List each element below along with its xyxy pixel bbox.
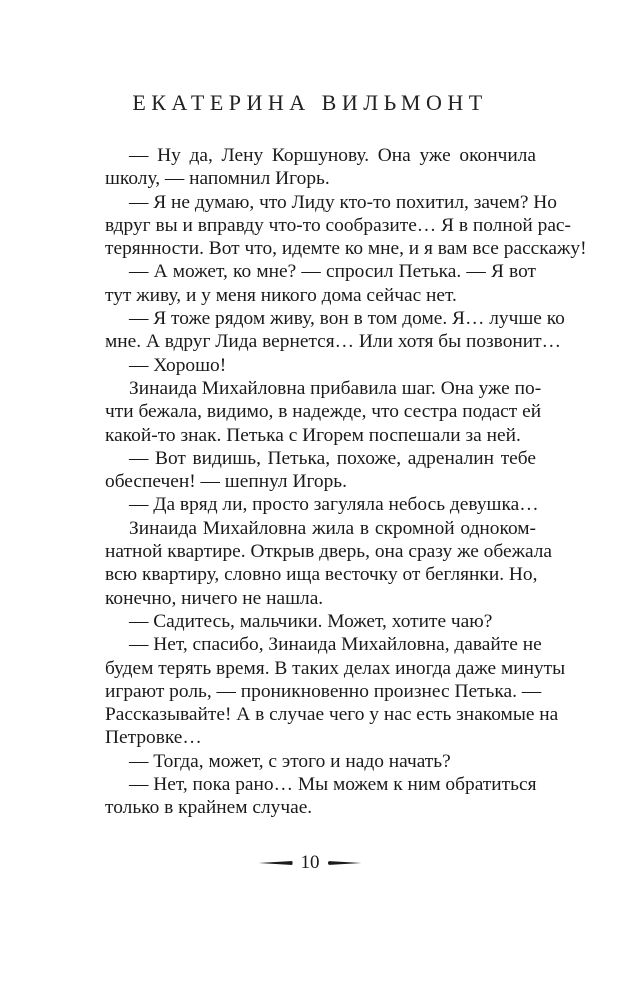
paragraph xyxy=(105,377,542,447)
running-header-author: ЕКАТЕРИНА ВИЛЬМОНТ xyxy=(132,90,488,115)
text-line: — Да вряд ли, просто загуляла небось девушка… xyxy=(129,494,539,516)
text-line: — Тогда, может, с этого и надо начать? xyxy=(129,750,451,772)
text-line: будем терять время. В таких делах иногда даже минуты xyxy=(105,657,566,679)
paragraph xyxy=(105,493,539,516)
paragraph xyxy=(105,354,536,377)
text-line: — Хорошо! xyxy=(129,354,227,376)
page-number: 10 xyxy=(300,852,320,873)
text-line: — Я тоже рядом живу, вон в том доме. Я… лучше ко xyxy=(129,308,565,330)
paragraph xyxy=(105,517,553,610)
text-line: Петровке… xyxy=(105,727,202,749)
text-line: тут живу, и у меня никого дома сейчас нет. xyxy=(105,284,457,306)
text-line: Зинаида Михайловна жила в скромной одноком- xyxy=(129,517,536,539)
paragraph xyxy=(105,447,536,494)
folio-ornament-left xyxy=(259,861,293,865)
paragraph xyxy=(105,610,536,633)
text-line: какой-то знак. Петька с Игорем поспешали за ней. xyxy=(105,424,521,446)
text-line: — А может, ко мне? — спросил Петька. — Я вот xyxy=(129,261,536,283)
text-line: — Садитесь, мальчики. Может, хотите чаю? xyxy=(129,610,493,632)
text-line: — Я не думаю, что Лиду кто-то похитил, зачем? Но xyxy=(129,191,557,213)
folio-ornament-right xyxy=(328,861,362,865)
text-line: обеспечен! — шепнул Игорь. xyxy=(105,471,347,493)
text-line: чти бежала, видимо, в надежде, что сестра подаст ей xyxy=(105,401,542,423)
text-line: — Нет, спасибо, Зинаида Михайловна, давайте не xyxy=(129,634,542,656)
page-folio xyxy=(0,852,620,874)
text-line: только в крайнем случае. xyxy=(105,797,313,819)
paragraph xyxy=(105,260,536,307)
text-line: конечно, ничего не нашла. xyxy=(105,587,324,609)
text-line: терянности. Вот что, идемте ко мне, и я вам все расскажу! xyxy=(105,238,587,260)
text-line: натной квартире. Открыв дверь, она сразу же обежала xyxy=(105,541,553,563)
text-line: — Ну да, Лену Коршунову. Она уже окончила xyxy=(129,145,536,166)
text-line: играют роль, — проникновенно произнес Петька. — xyxy=(105,680,542,702)
paragraph xyxy=(105,633,566,749)
text-line: всю квартиру, словно ища весточку от беглянки. Но, xyxy=(105,564,538,586)
paragraph xyxy=(105,773,536,820)
text-line: — Вот видишь, Петька, похоже, адреналин тебе xyxy=(129,447,536,469)
text-line: школу, — напомнил Игорь. xyxy=(105,168,330,190)
text-line: Зинаида Михайловна прибавила шаг. Она уже по- xyxy=(129,377,542,399)
paragraph xyxy=(105,750,536,773)
text-line: Рассказывайте! А в случае чего у нас есть знакомые на xyxy=(105,704,559,726)
text-line: мне. А вдруг Лида вернется… Или хотя бы позвонит… xyxy=(105,331,562,353)
text-line: вдруг вы и вправду что-то сообразите… Я в полной рас- xyxy=(105,214,571,236)
text-line: — Нет, пока рано… Мы можем к ним обратиться xyxy=(129,774,537,796)
body-text xyxy=(105,144,587,820)
paragraph xyxy=(105,191,587,261)
paragraph xyxy=(105,144,536,191)
paragraph xyxy=(105,307,565,354)
